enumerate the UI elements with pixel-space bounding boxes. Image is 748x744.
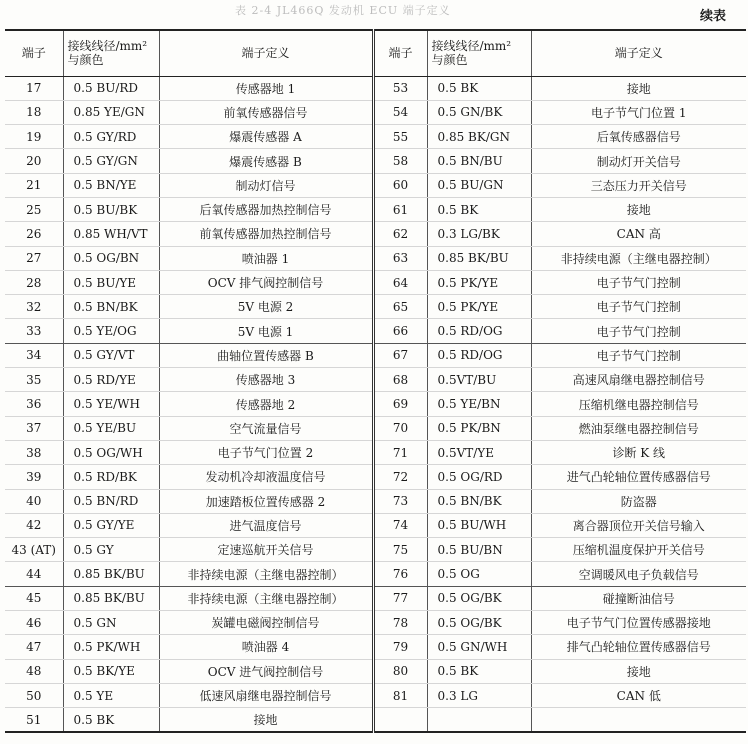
wire-cell: 0.85 WH/VT: [63, 222, 159, 246]
table-row: [5, 611, 746, 635]
table-row: [5, 343, 746, 367]
definition-cell: 进气凸轮轴位置传感器信号: [531, 465, 746, 489]
definition-cell: 喷油器 4: [159, 635, 373, 659]
pin-cell: 70: [373, 416, 427, 440]
header-def-left: 端子定义: [159, 30, 373, 76]
pin-cell: 51: [5, 708, 63, 732]
wire-cell: 0.85 BK/BU: [63, 562, 159, 586]
pin-cell: 54: [373, 100, 427, 124]
definition-cell: 传感器地 3: [159, 368, 373, 392]
wire-cell: 0.5 OG/BK: [427, 586, 531, 610]
definition-cell: CAN 高: [531, 222, 746, 246]
header-pin-right: 端子: [373, 30, 427, 76]
definition-cell: 喷油器 1: [159, 246, 373, 270]
definition-cell: 诊断 K 线: [531, 440, 746, 464]
table-row: [5, 513, 746, 537]
definition-cell: 前氧传感器信号: [159, 100, 373, 124]
table-row: [5, 270, 746, 294]
definition-cell: 电子节气门位置 1: [531, 100, 746, 124]
pin-cell: 71: [373, 440, 427, 464]
wire-cell: 0.5 BK: [427, 197, 531, 221]
definition-cell: 传感器地 1: [159, 76, 373, 100]
table-row: [5, 173, 746, 197]
wire-cell: 0.5 BK/YE: [63, 659, 159, 683]
table-header-row: [5, 30, 746, 76]
definition-cell: 空气流量信号: [159, 416, 373, 440]
wire-cell: 0.5 GY/RD: [63, 125, 159, 149]
table-row: [5, 295, 746, 319]
pin-cell: 77: [373, 586, 427, 610]
definition-cell: 曲轴位置传感器 B: [159, 343, 373, 367]
pin-cell: 53: [373, 76, 427, 100]
wire-cell: 0.5 BK: [63, 708, 159, 732]
definition-cell: 接地: [531, 197, 746, 221]
definition-cell: 接地: [531, 659, 746, 683]
wire-cell: 0.5 OG: [427, 562, 531, 586]
pin-cell: 45: [5, 586, 63, 610]
wire-cell: 0.5 BU/BN: [427, 538, 531, 562]
pin-cell: 67: [373, 343, 427, 367]
table-row: [5, 246, 746, 270]
wire-cell: 0.5 YE: [63, 683, 159, 707]
definition-cell: 前氧传感器加热控制信号: [159, 222, 373, 246]
definition-cell: 电子节气门控制: [531, 270, 746, 294]
pin-cell: 74: [373, 513, 427, 537]
table-row: [5, 149, 746, 173]
definition-cell: 三态压力开关信号: [531, 173, 746, 197]
table-row: [5, 197, 746, 221]
definition-cell: 压缩机继电器控制信号: [531, 392, 746, 416]
wire-cell: 0.5 YE/BU: [63, 416, 159, 440]
definition-cell: 非持续电源（主继电器控制）: [159, 586, 373, 610]
pin-cell: 63: [373, 246, 427, 270]
wire-cell: 0.5 BN/BK: [63, 295, 159, 319]
wire-cell: 0.5 OG/RD: [427, 465, 531, 489]
wire-cell: 0.5 BU/RD: [63, 76, 159, 100]
table-row: [5, 416, 746, 440]
definition-cell: OCV 进气阀控制信号: [159, 659, 373, 683]
definition-cell: 制动灯信号: [159, 173, 373, 197]
definition-cell: 离合器顶位开关信号输入: [531, 513, 746, 537]
wire-cell: 0.5 OG/WH: [63, 440, 159, 464]
wire-cell: 0.5 BU/YE: [63, 270, 159, 294]
wire-cell: 0.85 BK/GN: [427, 125, 531, 149]
table-row: [5, 222, 746, 246]
header-wire-right: [427, 30, 531, 76]
pin-cell: 46: [5, 611, 63, 635]
wire-cell: 0.5VT/YE: [427, 440, 531, 464]
pin-cell: 42: [5, 513, 63, 537]
pin-cell: 37: [5, 416, 63, 440]
pin-cell: 40: [5, 489, 63, 513]
pin-cell: 72: [373, 465, 427, 489]
pin-cell: 47: [5, 635, 63, 659]
table-row: [5, 489, 746, 513]
definition-cell: 非持续电源（主继电器控制）: [531, 246, 746, 270]
pin-cell: 76: [373, 562, 427, 586]
table-row: [5, 562, 746, 586]
pin-cell: 27: [5, 246, 63, 270]
faint-header-note: 表 2-4 JL466Q 发动机 ECU 端子定义: [235, 4, 451, 17]
pin-cell: 32: [5, 295, 63, 319]
wire-cell: 0.5 PK/YE: [427, 270, 531, 294]
pin-cell: 55: [373, 125, 427, 149]
definition-cell: 5V 电源 2: [159, 295, 373, 319]
definition-cell: 接地: [531, 76, 746, 100]
pin-cell: 39: [5, 465, 63, 489]
wire-cell: 0.5 YE/BN: [427, 392, 531, 416]
definition-cell: 低速风扇继电器控制信号: [159, 683, 373, 707]
wire-cell: 0.5 OG/BN: [63, 246, 159, 270]
pin-cell: 78: [373, 611, 427, 635]
pin-cell: 80: [373, 659, 427, 683]
definition-cell: 电子节气门位置传感器接地: [531, 611, 746, 635]
pin-cell: 36: [5, 392, 63, 416]
table-row: [5, 465, 746, 489]
wire-cell: 0.85 BK/BU: [427, 246, 531, 270]
definition-cell: 压缩机温度保护开关信号: [531, 538, 746, 562]
definition-cell: 高速风扇继电器控制信号: [531, 368, 746, 392]
pin-cell: 43 (AT): [5, 538, 63, 562]
definition-cell: 5V 电源 1: [159, 319, 373, 343]
definition-cell: 炭罐电磁阀控制信号: [159, 611, 373, 635]
table-row: [5, 440, 746, 464]
definition-cell: 后氧传感器加热控制信号: [159, 197, 373, 221]
pin-cell: 68: [373, 368, 427, 392]
header-wire-right-line1: 接线线径/mm²: [431, 39, 512, 54]
header-def-right: 端子定义: [531, 30, 746, 76]
wire-cell: 0.5 BN/BU: [427, 149, 531, 173]
pin-cell: 25: [5, 197, 63, 221]
wire-cell: 0.85 BK/BU: [63, 586, 159, 610]
wire-cell: [427, 708, 531, 732]
pin-cell: 34: [5, 343, 63, 367]
pin-cell: 79: [373, 635, 427, 659]
wire-cell: 0.5 BN/RD: [63, 489, 159, 513]
definition-cell: 电子节气门控制: [531, 343, 746, 367]
pin-cell: 65: [373, 295, 427, 319]
table-row: [5, 392, 746, 416]
table-row: [5, 125, 746, 149]
table-row: [5, 319, 746, 343]
wire-cell: 0.5 PK/YE: [427, 295, 531, 319]
definition-cell: 后氧传感器信号: [531, 125, 746, 149]
ecu-pin-definition-table: [5, 29, 746, 733]
pin-cell: 61: [373, 197, 427, 221]
pin-cell: 64: [373, 270, 427, 294]
table-row: [5, 708, 746, 732]
pin-cell: 60: [373, 173, 427, 197]
wire-cell: 0.5 BK: [427, 76, 531, 100]
pin-cell: 48: [5, 659, 63, 683]
pin-cell: 20: [5, 149, 63, 173]
pin-cell: 35: [5, 368, 63, 392]
table-row: [5, 586, 746, 610]
pin-cell: 81: [373, 683, 427, 707]
header-wire-left-line1: 接线线径/mm²: [67, 39, 148, 54]
definition-cell: 电子节气门控制: [531, 295, 746, 319]
definition-cell: 排气凸轮轴位置传感器信号: [531, 635, 746, 659]
table-row: [5, 100, 746, 124]
table-row: [5, 683, 746, 707]
definition-cell: 空调暖风电子负载信号: [531, 562, 746, 586]
header-wire-left-line2: 与颜色: [67, 53, 104, 68]
wire-cell: 0.5 YE/OG: [63, 319, 159, 343]
definition-cell: 碰撞断油信号: [531, 586, 746, 610]
wire-cell: 0.5 PK/BN: [427, 416, 531, 440]
pin-cell: 21: [5, 173, 63, 197]
pin-cell: 44: [5, 562, 63, 586]
definition-cell: 爆震传感器 A: [159, 125, 373, 149]
wire-cell: 0.5 BN/BK: [427, 489, 531, 513]
pin-cell: 66: [373, 319, 427, 343]
definition-cell: 进气温度信号: [159, 513, 373, 537]
definition-cell: 爆震传感器 B: [159, 149, 373, 173]
header-wire-right-line2: 与颜色: [431, 53, 468, 68]
wire-cell: 0.5 GN: [63, 611, 159, 635]
wire-cell: 0.5 RD/BK: [63, 465, 159, 489]
wire-cell: 0.5 BN/YE: [63, 173, 159, 197]
wire-cell: 0.5 RD/YE: [63, 368, 159, 392]
table-row: [5, 368, 746, 392]
wire-cell: 0.5 OG/BK: [427, 611, 531, 635]
definition-cell: 加速踏板位置传感器 2: [159, 489, 373, 513]
wire-cell: 0.5 RD/OG: [427, 319, 531, 343]
definition-cell: CAN 低: [531, 683, 746, 707]
definition-cell: 电子节气门位置 2: [159, 440, 373, 464]
pin-cell: 17: [5, 76, 63, 100]
wire-cell: 0.85 YE/GN: [63, 100, 159, 124]
pin-cell: 38: [5, 440, 63, 464]
wire-cell: 0.3 LG: [427, 683, 531, 707]
definition-cell: 燃油泵继电器控制信号: [531, 416, 746, 440]
definition-cell: 发动机冷却液温度信号: [159, 465, 373, 489]
wire-cell: 0.3 LG/BK: [427, 222, 531, 246]
definition-cell: OCV 排气阀控制信号: [159, 270, 373, 294]
pin-cell: 18: [5, 100, 63, 124]
continued-table-label: 续表: [699, 9, 726, 24]
definition-cell: 接地: [159, 708, 373, 732]
table-row: [5, 538, 746, 562]
wire-cell: 0.5 GN/BK: [427, 100, 531, 124]
definition-cell: 非持续电源（主继电器控制）: [159, 562, 373, 586]
header-wire-left: [63, 30, 159, 76]
pin-cell: 33: [5, 319, 63, 343]
pin-cell: 75: [373, 538, 427, 562]
pin-cell: 69: [373, 392, 427, 416]
wire-cell: 0.5VT/BU: [427, 368, 531, 392]
definition-cell: 制动灯开关信号: [531, 149, 746, 173]
pin-cell: 62: [373, 222, 427, 246]
wire-cell: 0.5 GN/WH: [427, 635, 531, 659]
wire-cell: 0.5 GY/YE: [63, 513, 159, 537]
pin-cell: [373, 708, 427, 732]
wire-cell: 0.5 PK/WH: [63, 635, 159, 659]
wire-cell: 0.5 BU/BK: [63, 197, 159, 221]
definition-cell: [531, 708, 746, 732]
pin-cell: 19: [5, 125, 63, 149]
wire-cell: 0.5 BU/GN: [427, 173, 531, 197]
table-row: [5, 659, 746, 683]
table-row: [5, 635, 746, 659]
definition-cell: 传感器地 2: [159, 392, 373, 416]
wire-cell: 0.5 GY/GN: [63, 149, 159, 173]
definition-cell: 定速巡航开关信号: [159, 538, 373, 562]
pin-cell: 50: [5, 683, 63, 707]
definition-cell: 电子节气门控制: [531, 319, 746, 343]
header-pin-left: 端子: [5, 30, 63, 76]
wire-cell: 0.5 YE/WH: [63, 392, 159, 416]
table-row: [5, 76, 746, 100]
definition-cell: 防盗器: [531, 489, 746, 513]
wire-cell: 0.5 GY/VT: [63, 343, 159, 367]
wire-cell: 0.5 RD/OG: [427, 343, 531, 367]
pin-cell: 58: [373, 149, 427, 173]
pin-cell: 26: [5, 222, 63, 246]
pin-cell: 28: [5, 270, 63, 294]
wire-cell: 0.5 GY: [63, 538, 159, 562]
wire-cell: 0.5 BU/WH: [427, 513, 531, 537]
wire-cell: 0.5 BK: [427, 659, 531, 683]
pin-cell: 73: [373, 489, 427, 513]
